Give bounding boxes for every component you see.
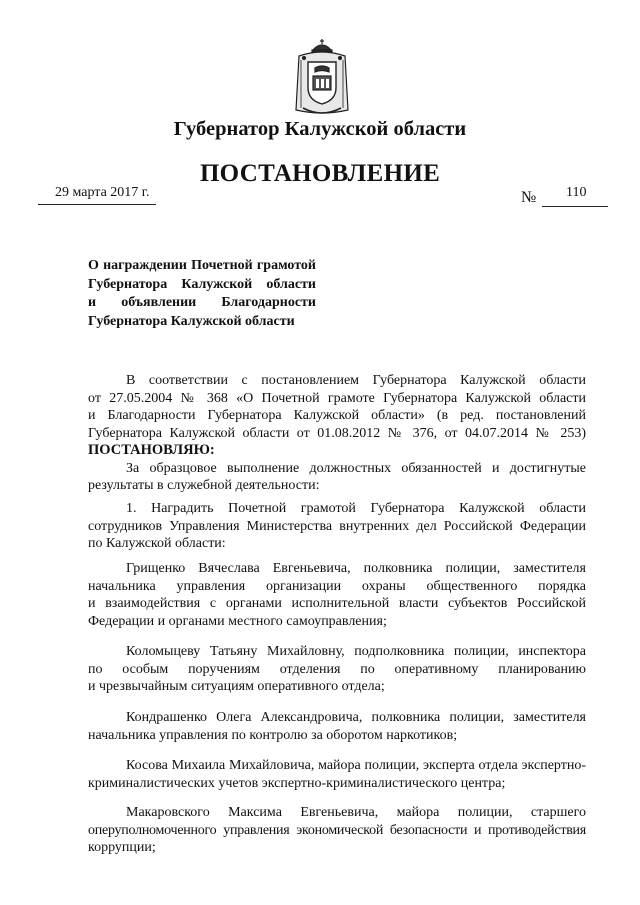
preamble-line: Губернатора Калужской области от 01.08.2012 № 376, от 04.07.2014 № 253) [88, 425, 586, 441]
document-type-title: ПОСТАНОВЛЕНИЕ [199, 160, 441, 187]
person-line: Федерации и органами местного самоуправления; [88, 613, 387, 629]
preamble-line: В соответствии с постановлением Губернатора Калужской области [126, 373, 586, 388]
person-line: коррупции; [88, 840, 156, 855]
subject-line: и объявлении Благодарности [88, 295, 316, 310]
person-line: Кондрашенко Олега Александровича, полковника полиции, заместителя [126, 710, 586, 725]
date-underline [38, 204, 156, 205]
reason-line: За образцовое выполнение должностных обязанностей и достигнутые [126, 460, 586, 476]
person-line: Макаровского Максима Евгеньевича, майора полиции, старшего [126, 805, 586, 820]
person-line: оперуполномоченного управления экономической безопасности и противодействия [88, 822, 586, 838]
reason-line: результаты в служебной деятельности: [88, 478, 320, 493]
number-label: № [521, 189, 537, 206]
person-line: и чрезвычайным ситуациям оперативного отдела; [88, 679, 385, 694]
document-number: 110 [566, 185, 587, 200]
person-line: Грищенко Вячеслава Евгеньевича, полковника полиции, заместителя [126, 561, 586, 576]
preamble-line: от 27.05.2004 № 368 «О Почетной грамоте Губернатора Калужской области [88, 390, 586, 406]
issuer-title: Губернатор Калужской области [173, 118, 467, 140]
person-line: Коломыцеву Татьяну Михайловну, подполковника полиции, инспектора [126, 644, 586, 659]
number-underline [542, 206, 608, 207]
person-entry [88, 757, 586, 792]
item-line: по Калужской области: [88, 536, 226, 551]
document-date: 29 марта 2017 г. [55, 185, 150, 200]
coat-of-arms-emblem [293, 38, 351, 118]
person-line: криминалистических учетов экспертно-криминалистического центра; [88, 775, 506, 791]
document-subject [88, 257, 316, 331]
person-line: и взаимодействия с органами исполнительной власти субъектов Российской [88, 596, 586, 611]
subject-line: Губернатора Калужской области [88, 276, 316, 292]
preamble-line: и Благодарности Губернатора Калужской области» (в ред. постановлений [88, 408, 586, 423]
item-line: 1. Наградить Почетной грамотой Губернатора Калужской области [126, 501, 586, 516]
person-line: начальника управления по контролю за оборотом наркотиков; [88, 727, 458, 743]
decree-word: ПОСТАНОВЛЯЮ: [88, 442, 215, 458]
person-line: Косова Михаила Михайловича, майора полиции, эксперта отдела экспертно- [126, 758, 586, 773]
item-1-paragraph [88, 500, 586, 553]
person-line: начальника управления организации охраны общественного порядка [88, 578, 586, 594]
person-entry [88, 560, 586, 630]
person-entry [88, 804, 586, 857]
person-entry [88, 709, 586, 744]
item-line: сотрудников Управления Министерства внутренних дел Российской Федерации [88, 518, 586, 534]
person-entry [88, 643, 586, 696]
subject-line: Губернатора Калужской области [88, 313, 295, 329]
preamble-paragraph [88, 372, 586, 495]
person-line: по особым поручениям отделения по оперативному планированию [88, 661, 586, 677]
subject-line: О награждении Почетной грамотой [88, 258, 316, 273]
